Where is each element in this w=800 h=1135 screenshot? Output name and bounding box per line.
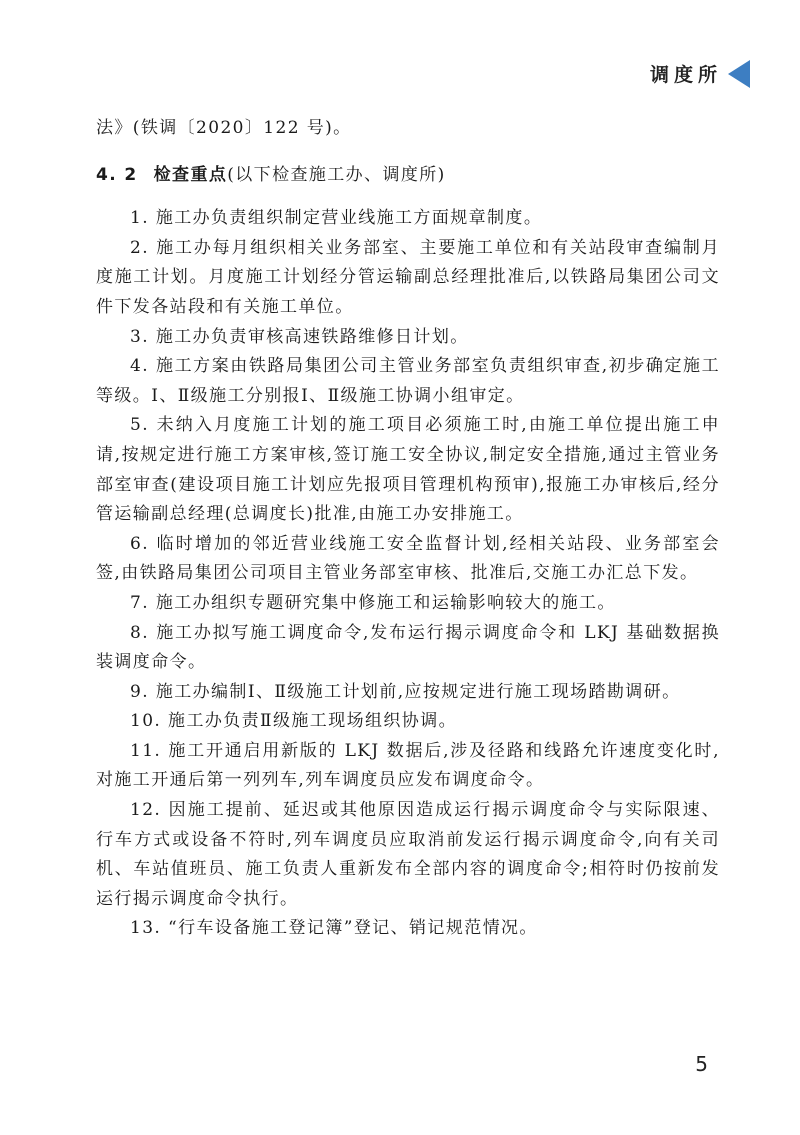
- page-body: [96, 114, 720, 944]
- list-item: 6. 临时增加的邻近营业线施工安全监督计划,经相关站段、业务部室会签,由铁路局集团公司项目主管业务部室审核、批准后,交施工办汇总下发。: [96, 533, 720, 584]
- header-triangle-icon: [728, 60, 750, 88]
- list-item: 1. 施工办负责组织制定营业线施工方面规章制度。: [130, 208, 543, 229]
- list-item: 4. 施工方案由铁路局集团公司主管业务部室负责组织审查,初步确定施工等级。Ⅰ、Ⅱ级施工分别报Ⅰ、Ⅱ级施工协调小组审定。: [96, 356, 720, 406]
- list-item: 11. 施工开通启用新版的 LKJ 数据后,涉及径路和线路允许速度变化时,对施工开通后第一列列车,列车调度员应发布调度命令。: [96, 740, 720, 791]
- section-note: (以下检查施工办、调度所): [227, 164, 446, 185]
- list-item: 5. 未纳入月度施工计划的施工项目必须施工时,由施工单位提出施工申请,按规定进行施工方案审核,签订施工安全协议,制定安全措施,通过主管业务部室审查(建设项目施工计划应先报项目管理机构预审),报施工办审核后,经分管运输副总经理(总调度长)批准,由施工办安排施工。: [96, 415, 720, 525]
- running-header: [650, 60, 722, 87]
- running-header-title: 调度所: [649, 64, 722, 86]
- page-number: 5: [695, 1052, 708, 1076]
- section-title: 检查重点: [153, 164, 228, 185]
- list-item: 2. 施工办每月组织相关业务部室、主要施工单位和有关站段审查编制月度施工计划。月度施工计划经分管运输副总经理批准后,以铁路局集团公司文件下发各站段和有关施工单位。: [96, 237, 720, 317]
- list-item: 7. 施工办组织专题研究集中修施工和运输影响较大的施工。: [130, 592, 616, 613]
- list-item: 9. 施工办编制Ⅰ、Ⅱ级施工计划前,应按规定进行施工现场踏勘调研。: [130, 681, 681, 702]
- list-item: 3. 施工办负责审核高速铁路维修日计划。: [130, 326, 469, 347]
- list-item: 8. 施工办拟写施工调度命令,发布运行揭示调度命令和 LKJ 基础数据换装调度命令。: [96, 622, 720, 673]
- section-heading: [96, 161, 720, 191]
- intro-line: 法》(铁调〔2020〕122 号)。: [96, 118, 352, 138]
- section-number: 4. 2: [96, 164, 138, 185]
- list-item: 12. 因施工提前、延迟或其他原因造成运行揭示调度命令与实际限速、行车方式或设备不符时,列车调度员应取消前发运行揭示调度命令,向有关司机、车站值班员、施工负责人重新发布全部内容的调度命令;相符时仍按前发运行揭示调度命令执行。: [96, 800, 720, 909]
- list-item: 10. 施工办负责Ⅱ级施工现场组织协调。: [130, 711, 457, 732]
- section-title-wrap: [154, 161, 446, 191]
- list-item: 13. “行车设备施工登记簿”登记、销记规范情况。: [130, 918, 538, 939]
